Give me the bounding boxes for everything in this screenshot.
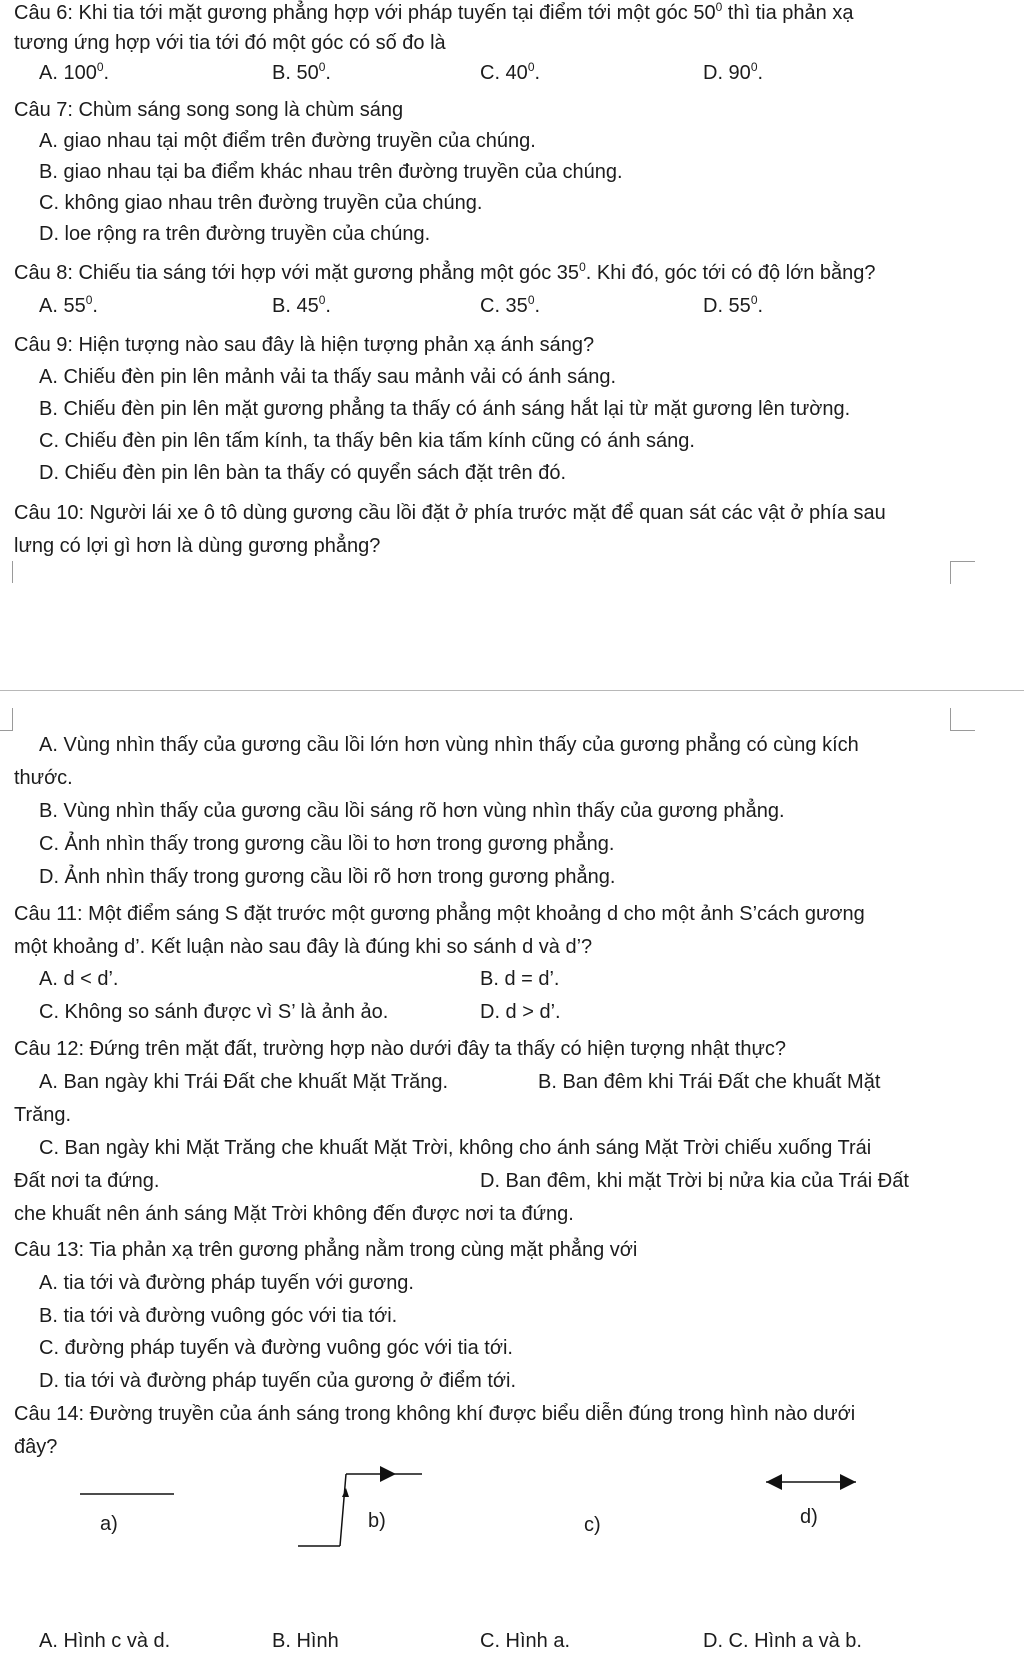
light-path-figures <box>0 1460 1024 1570</box>
q14-option-c[interactable]: C. Hình a. <box>480 1630 571 1652</box>
q14-option-d[interactable]: D. C. Hình a và b. <box>703 1630 862 1652</box>
crop-mark-top-right <box>950 561 975 584</box>
q12-option-c-line1[interactable]: C. Ban ngày khi Mặt Trăng che khuất Mặt Trời, không cho ánh sáng Mặt Trời chiếu xuống Trái <box>39 1137 872 1159</box>
q12-option-a[interactable]: A. Ban ngày khi Trái Đất che khuất Mặt Trăng. <box>39 1071 449 1093</box>
q8-option-c[interactable]: C. $35^0$. <box>480 293 541 317</box>
section-divider <box>0 690 1024 691</box>
q12-option-b-line2: Trăng. <box>14 1104 72 1126</box>
q11-option-c[interactable]: C. Không so sánh được vì S’ là ảnh ảo. <box>39 1001 389 1023</box>
figure-label-b: b) <box>368 1510 386 1532</box>
q6-option-a[interactable]: A. $100^0$. <box>39 60 110 84</box>
q12-option-c-line2: Đất nơi ta đứng. <box>14 1170 160 1192</box>
q10-option-a-line1[interactable]: A. Vùng nhìn thấy của gương cầu lồi lớn hơn vùng nhìn thấy của gương phẳng có cùng kích <box>39 734 859 756</box>
q10-option-b[interactable]: B. Vùng nhìn thấy của gương cầu lồi sáng rõ hơn vùng nhìn thấy của gương phẳng. <box>39 800 785 822</box>
q13-option-d[interactable]: D. tia tới và đường pháp tuyến của gương ở điểm tới. <box>39 1370 517 1392</box>
q11-stem-line2: một khoảng d’. Kết luận nào sau đây là đúng khi so sánh d và d’? <box>14 936 593 958</box>
q9-option-c[interactable]: C. Chiếu đèn pin lên tấm kính, ta thấy bên kia tấm kính cũng có ánh sáng. <box>39 430 695 452</box>
crop-mark-bottom-left <box>0 708 13 731</box>
q12-option-b-line1[interactable]: B. Ban đêm khi Trái Đất che khuất Mặt <box>538 1071 881 1093</box>
q10-option-c[interactable]: C. Ảnh nhìn thấy trong gương cầu lồi to hơn trong gương phẳng. <box>39 833 615 855</box>
q9-option-b[interactable]: B. Chiếu đèn pin lên mặt gương phẳng ta thấy có ánh sáng hắt lại từ mặt gương lên tường. <box>39 398 851 420</box>
q7-option-d[interactable]: D. loe rộng ra trên đường truyền của chúng. <box>39 223 431 245</box>
figure-label-a: a) <box>100 1513 118 1535</box>
crop-mark-bottom-right <box>950 708 975 731</box>
q13-stem: Câu 13: Tia phản xạ trên gương phẳng nằm trong cùng mặt phẳng với <box>14 1239 638 1261</box>
q8-stem: Câu 8: Chiếu tia sáng tới hợp với mặt gương phẳng một góc $35^0$. Khi đó, góc tới có độ lớn bằng? <box>14 260 876 284</box>
q10-option-a-line2: thước. <box>14 767 73 789</box>
q7-option-c[interactable]: C. không giao nhau trên đường truyền của chúng. <box>39 192 483 214</box>
q9-option-a[interactable]: A. Chiếu đèn pin lên mảnh vải ta thấy sau mảnh vải có ánh sáng. <box>39 366 617 388</box>
q6-option-c[interactable]: C. $40^0$. <box>480 60 541 84</box>
q9-option-d[interactable]: D. Chiếu đèn pin lên bàn ta thấy có quyển sách đặt trên đó. <box>39 462 567 484</box>
figure-label-d: d) <box>800 1506 818 1528</box>
q7-option-a[interactable]: A. giao nhau tại một điểm trên đường truyền của chúng. <box>39 130 536 152</box>
crop-mark-top-left <box>12 561 13 583</box>
q13-option-b[interactable]: B. tia tới và đường vuông góc với tia tới. <box>39 1305 398 1327</box>
q11-stem-line1: Câu 11: Một điểm sáng S đặt trước một gương phẳng một khoảng d cho một ảnh S’cách gương <box>14 903 865 925</box>
figure-label-c: c) <box>584 1514 601 1536</box>
q12-option-d-line2: che khuất nên ánh sáng Mặt Trời không đến được nơi ta đứng. <box>14 1203 574 1225</box>
q13-option-a[interactable]: A. tia tới và đường pháp tuyến với gương. <box>39 1272 414 1294</box>
q8-option-b[interactable]: B. $45^0$. <box>272 293 331 317</box>
q6-stem-line1: Câu 6: Khi tia tới mặt gương phẳng hợp với pháp tuyến tại điểm tới một góc $50^0$ thì tia phản xạ <box>14 0 854 24</box>
q11-option-d[interactable]: D. d > d’. <box>480 1001 561 1023</box>
q13-option-c[interactable]: C. đường pháp tuyến và đường vuông góc với tia tới. <box>39 1337 513 1359</box>
q6-stem-line2: tương ứng hợp với tia tới đó một góc có số đo là <box>14 32 446 54</box>
q7-stem: Câu 7: Chùm sáng song song là chùm sáng <box>14 99 404 121</box>
q11-option-b[interactable]: B. d = d’. <box>480 968 560 990</box>
q12-stem: Câu 12: Đứng trên mặt đất, trường hợp nào dưới đây ta thấy có hiện tượng nhật thực? <box>14 1038 787 1060</box>
q10-stem-line1: Câu 10: Người lái xe ô tô dùng gương cầu lồi đặt ở phía trước mặt để quan sát các vật ở phía sau <box>14 502 886 524</box>
q14-stem-line1: Câu 14: Đường truyền của ánh sáng trong không khí được biểu diễn đúng trong hình nào dưới <box>14 1403 856 1425</box>
q8-option-d[interactable]: D. $55^0$. <box>703 293 764 317</box>
q6-option-d[interactable]: D. $90^0$. <box>703 60 764 84</box>
q11-option-a[interactable]: A. d < d’. <box>39 968 119 990</box>
q6-option-b[interactable]: B. $50^0$. <box>272 60 331 84</box>
q14-option-a[interactable]: A. Hình c và d. <box>39 1630 171 1652</box>
q9-stem: Câu 9: Hiện tượng nào sau đây là hiện tượng phản xạ ánh sáng? <box>14 334 595 356</box>
figure-b-drawing <box>298 1466 422 1546</box>
q14-option-b[interactable]: B. Hình <box>272 1630 339 1652</box>
q12-option-d-line1[interactable]: D. Ban đêm, khi mặt Trời bị nửa kia của Trái Đất <box>480 1170 909 1192</box>
figure-d-drawing <box>766 1474 856 1490</box>
q14-stem-line2: đây? <box>14 1436 58 1458</box>
q10-option-d[interactable]: D. Ảnh nhìn thấy trong gương cầu lồi rõ hơn trong gương phẳng. <box>39 866 616 888</box>
q7-option-b[interactable]: B. giao nhau tại ba điểm khác nhau trên đường truyền của chúng. <box>39 161 623 183</box>
q10-stem-line2: lưng có lợi gì hơn là dùng gương phẳng? <box>14 535 381 557</box>
q8-option-a[interactable]: A. $55^0$. <box>39 293 98 317</box>
